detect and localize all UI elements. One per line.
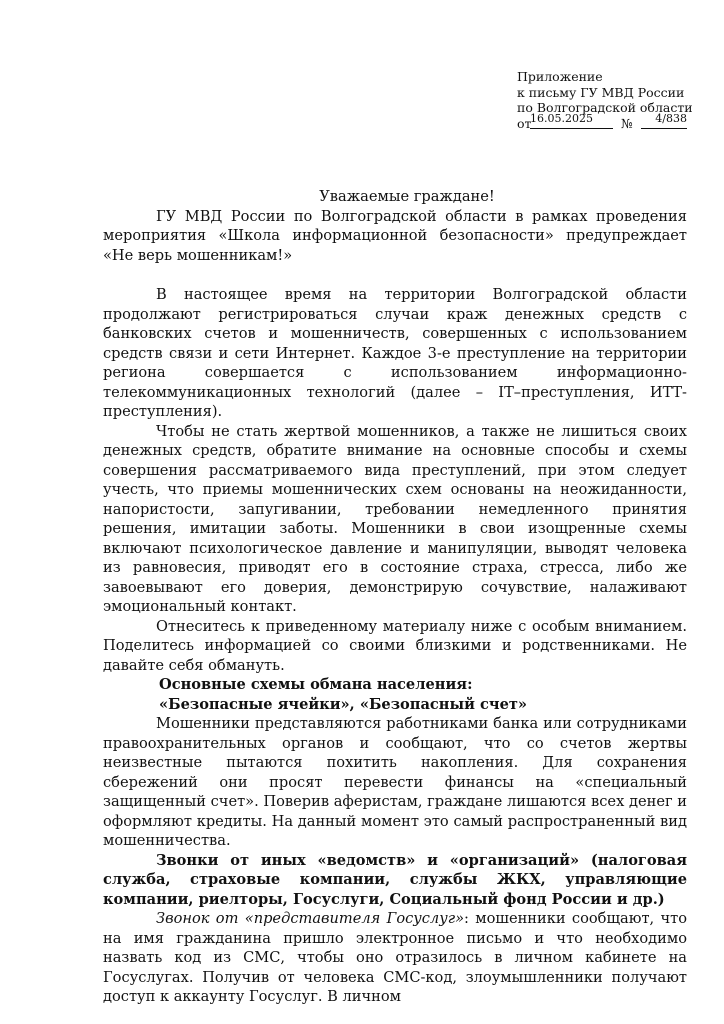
paragraph-advice: Чтобы не стать жертвой мошенников, а также не лишиться своих денежных средств, обратите внимание на основные способы и схемы совершения рассматриваемого вида преступлений, при этом следует учесть, что приемы мошеннических схем основаны на неожиданности, напористости, запугивании, требовании немедленного принятия решения, имитации заботы. Мошенники в свои изощренные схемы включают психологическое давление и манипуляции, выводят человека из равновесия, приводят его в состояние страха, стресса, либо же завоевывают его доверия, демонстрирую сочувствие, налаживают эмоциональный контакт. — [103, 422, 687, 615]
appendix-block — [517, 69, 717, 132]
paragraph-gap — [103, 265, 687, 285]
letter-body — [103, 187, 687, 1007]
gosuslugi-lead: Звонок от «представителя Госуслуг» — [156, 910, 464, 927]
appendix-title: Приложение — [517, 69, 603, 84]
appendix-number-sign: № — [621, 115, 633, 131]
appendix-letter-ref: к письму ГУ МВД России — [517, 84, 685, 100]
appendix-ot-label: от — [517, 115, 532, 131]
paragraph-attention: Отнеситесь к приведенному материалу ниже с особым вниманием. Поделитесь информацией со своими близкими и родственниками. Не давайте себя обмануть. — [103, 617, 687, 674]
paragraph-situation: В настоящее время на территории Волгоградской области продолжают регистрироваться случаи краж денежных средств с банковских счетов и мошенничеств, совершенных с использованием средств связи и сети Интернет. Каждое 3-е преступление на территории региона совершается с использованием информационно-телекоммуникационных технологий (далее – IT–преступления, ИТТ-преступления). — [103, 286, 687, 420]
appendix-date-number — [517, 111, 717, 132]
appendix-number: 4/838 — [641, 112, 687, 129]
heading-main-schemes: Основные схемы обмана населения: — [159, 676, 473, 693]
intro-paragraph: ГУ МВД России по Волгоградской области в рамках проведения мероприятия «Школа информационной безопасности» предупреждает «Не верь мошенникам!» — [103, 207, 687, 264]
paragraph-safe-account: Мошенники представляются работниками банка или сотрудниками правоохранительных органов и сообщают, что со счетов жертвы неизвестные пытаются похитить накопления. Для сохранения сбережений они просят перевести финансы на «специальный защищенный счет». Поверив аферистам, граждане лишаются всех денег и оформляют кредиты. На данный момент это самый распространенный вид мошенничества. — [103, 715, 687, 849]
appendix-date: 16.05.2025 — [530, 112, 613, 129]
paragraph-gosuslugi — [103, 909, 687, 1007]
greeting-heading: Уважаемые граждане! — [319, 188, 495, 205]
gosuslugi-text: : мошенники сообщают, что на имя гражданина пришло электронное письмо и что необходимо назвать код из СМС, чтобы оно отразилось в личном кабинете на Госуслугах. Получив от человека СМС-код, злоумышленники получают доступ к аккаунту Госуслуг. В личном — [103, 910, 687, 1005]
appendix-region: по Волгоградской области — [517, 100, 693, 115]
heading-safe-cells: «Безопасные ячейки», «Безопасный счет» — [159, 695, 528, 713]
heading-calls-agencies: Звонки от иных «ведомств» и «организаций» (налоговая служба, страховые компании, службы ЖКХ, управляющие компании, риелторы, Госуслуги, Социальный фонд России и др.) — [103, 851, 687, 908]
